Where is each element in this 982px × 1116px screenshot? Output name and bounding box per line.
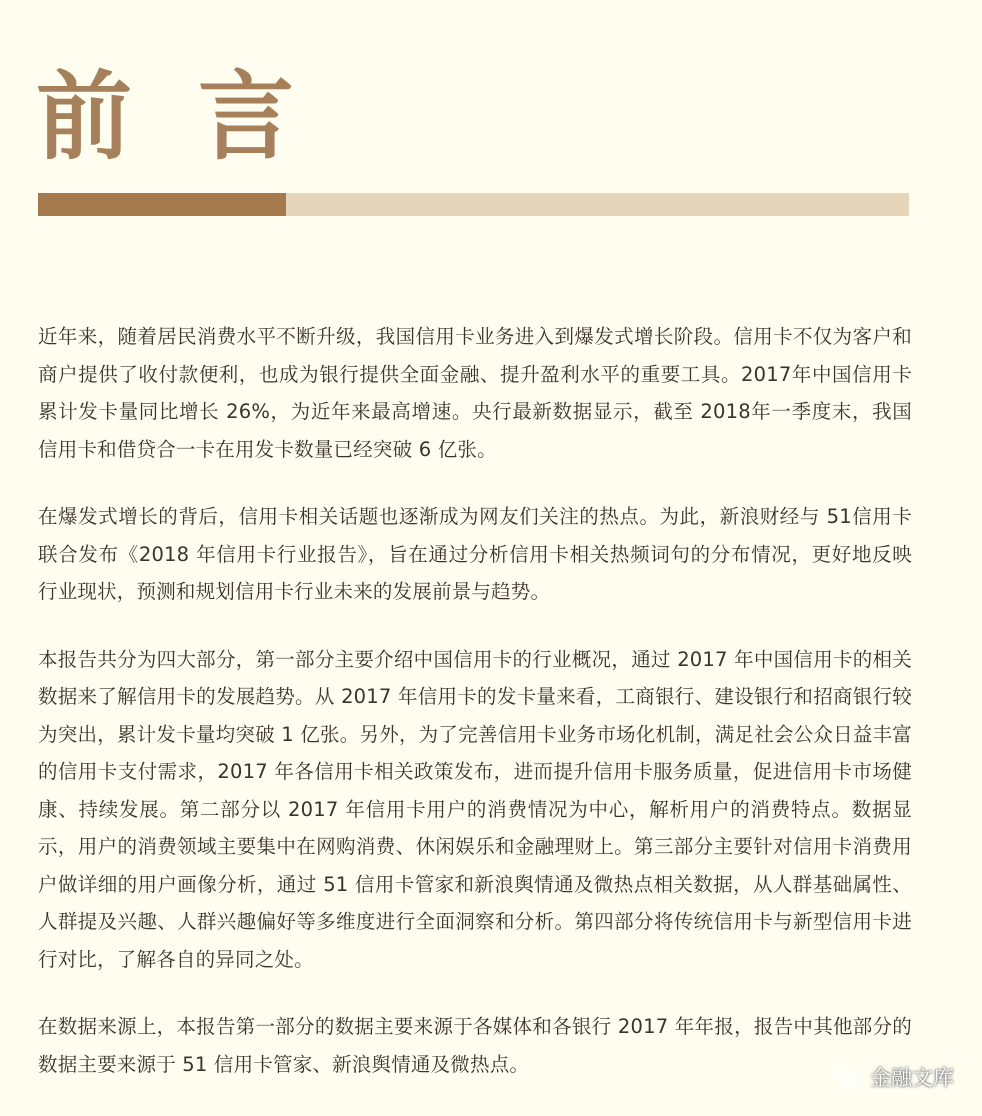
page-title: 前言 (36, 61, 360, 173)
wechat-icon (832, 1064, 862, 1090)
title-divider-accent (38, 193, 286, 216)
paragraph-data-source: 在数据来源上，本报告第一部分的数据主要来源于各媒体和各银行 2017 年年报，报告中其他部分的数据主要来源于 51 信用卡管家、新浪舆情通及微热点。 (38, 1015, 912, 1076)
watermark-label: 金融文库 (870, 1066, 954, 1090)
body-text (38, 318, 912, 1113)
paragraph-structure: 本报告共分为四大部分，第一部分主要介绍中国信用卡的行业概况，通过 2017 年中国信用卡的相关数据来了解信用卡的发展趋势。从 2017 年信用卡的发卡量来看，工商银行、建设银行和招商银行较为突出，累计发卡量均突破 1 亿张。另外，为了完善信用卡业务市场化机制，满足社会公众日益丰富的信用卡支付需求，2017 年各信用卡相关政策发布，进而提升信用卡服务质量，促进信用卡市场健康、持续发展。第二部分以 2017 年信用卡用户的消费情况为中心，解析用户的消费特点。数据显示，用户的消费领域主要集中在网购消费、休闲娱乐和金融理财上。第三部分主要针对信用卡消费用户做详细的用户画像分析，通过 51 信用卡管家和新浪舆情通及微热点相关数据，从人群基础属性、人群提及兴趣、人群兴趣偏好等多维度进行全面洞察和分析。第四部分将传统信用卡与新型信用卡进行对比，了解各自的异同之处。 (38, 647, 912, 971)
paragraph-intro: 近年来，随着居民消费水平不断升级，我国信用卡业务进入到爆发式增长阶段。信用卡不仅为客户和商户提供了收付款便利，也成为银行提供全面金融、提升盈利水平的重要工具。2017年中国信用卡累计发卡量同比增长 26%，为近年来最高增速。央行最新数据显示，截至 2018年一季度末，我国信用卡和借贷合一卡在用发卡数量已经突破 6 亿张。 (38, 325, 912, 461)
paragraph-background: 在爆发式增长的背后，信用卡相关话题也逐渐成为网友们关注的热点。为此，新浪财经与 51信用卡联合发布《2018 年信用卡行业报告》，旨在通过分析信用卡相关热频词句的分布情况，更好地反映行业现状，预测和规划信用卡行业未来的发展前景与趋势。 (38, 505, 912, 603)
title-divider (38, 193, 909, 216)
watermark (832, 1062, 954, 1092)
